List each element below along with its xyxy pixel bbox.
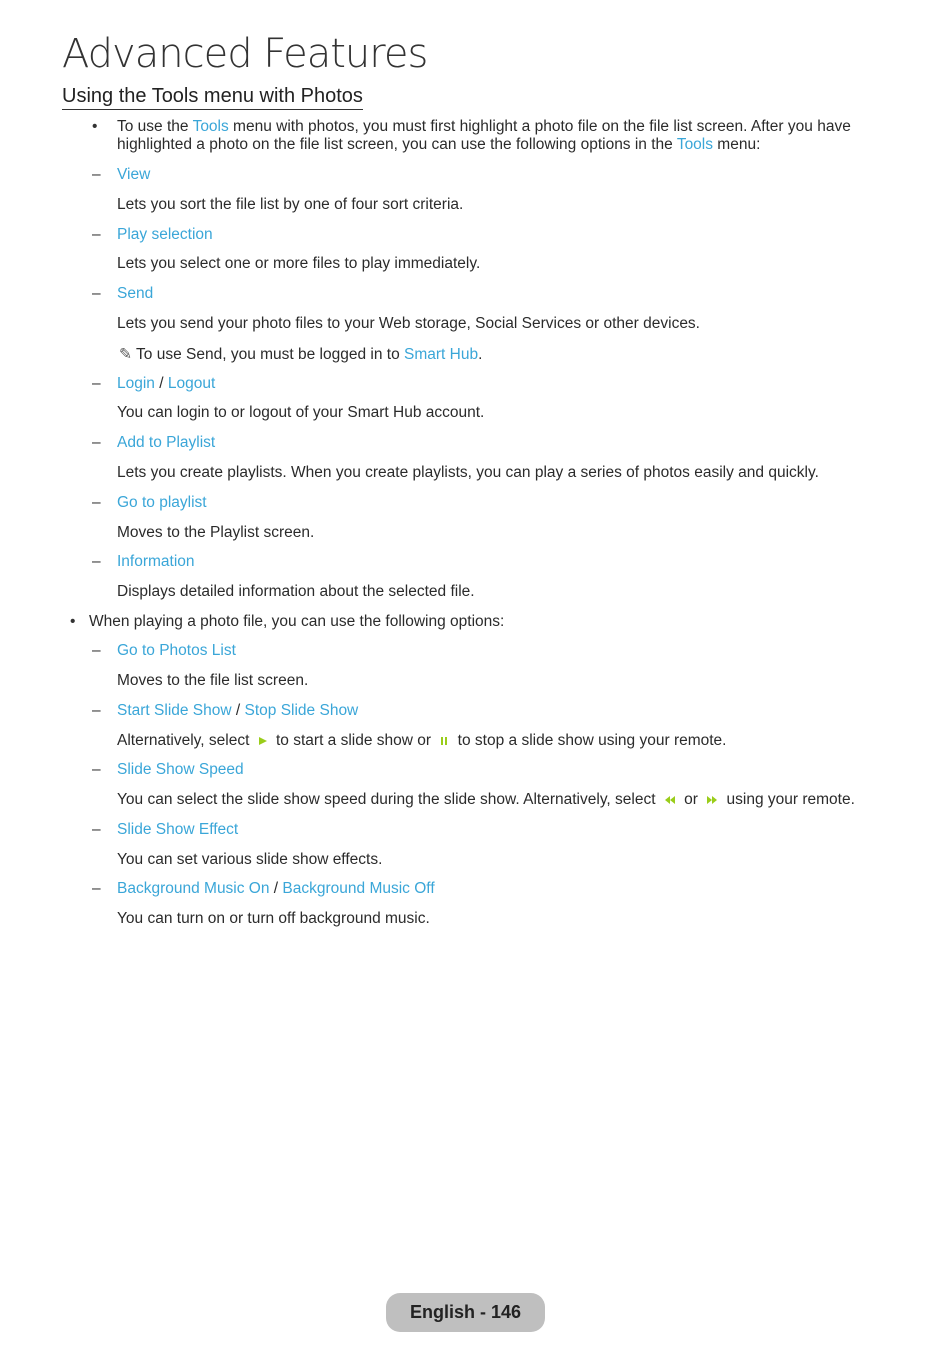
option-login-desc: You can login to or logout of your Smart Hub account. <box>117 404 485 421</box>
option-slide-show-speed-desc <box>117 790 855 810</box>
separator: / <box>231 702 245 719</box>
intro-line-1 <box>117 117 851 137</box>
intro-text: menu with photos, you must first highlight a photo file on the file list screen. After you have <box>228 118 851 135</box>
note-text: . <box>478 346 483 363</box>
separator: / <box>269 880 283 897</box>
option-go-to-playlist-desc: Moves to the Playlist screen. <box>117 524 315 541</box>
note-text: To use Send, you must be logged in to <box>136 346 405 363</box>
option-add-to-playlist[interactable]: Add to Playlist <box>117 434 216 451</box>
desc-text: Alternatively, select <box>117 732 254 749</box>
option-go-to-photos-list[interactable]: Go to Photos List <box>117 642 236 659</box>
bullet-marker: • <box>92 118 98 135</box>
option-slide-show-desc <box>117 731 727 751</box>
tools-link[interactable]: Tools <box>192 118 229 135</box>
bullet-marker: • <box>70 613 76 630</box>
tools-link[interactable]: Tools <box>676 136 713 153</box>
pencil-note-icon: ✎ <box>119 345 132 363</box>
fast-forward-icon <box>706 795 718 805</box>
option-background-music-desc: You can turn on or turn off background music. <box>117 910 430 927</box>
option-logout[interactable]: Logout <box>167 375 216 392</box>
option-send-desc: Lets you send your photo files to your Web storage, Social Services or other devices. <box>117 315 700 332</box>
dash-marker: – <box>92 226 101 243</box>
play-icon <box>258 736 268 746</box>
dash-marker: – <box>92 702 101 719</box>
smart-hub-link[interactable]: Smart Hub <box>404 346 479 363</box>
page-number-badge: English - 146 <box>386 1293 545 1332</box>
dash-marker: – <box>92 166 101 183</box>
option-login[interactable]: Login <box>117 375 155 392</box>
option-information-desc: Displays detailed information about the selected file. <box>117 583 475 600</box>
option-information[interactable]: Information <box>117 553 195 570</box>
desc-text: to start a slide show or <box>271 732 436 749</box>
dash-marker: – <box>92 880 101 897</box>
option-background-music-off[interactable]: Background Music Off <box>282 880 435 897</box>
option-background-music-on[interactable]: Background Music On <box>117 880 270 897</box>
option-play-selection-desc: Lets you select one or more files to play immediately. <box>117 255 481 272</box>
option-slide-show <box>117 701 358 721</box>
option-background-music <box>117 879 435 899</box>
option-login-logout <box>117 374 215 394</box>
intro-text: menu: <box>713 136 761 153</box>
dash-marker: – <box>92 553 101 570</box>
rewind-icon <box>664 795 676 805</box>
pause-icon <box>439 736 449 746</box>
option-start-slide-show[interactable]: Start Slide Show <box>117 702 232 719</box>
intro-text: highlighted a photo on the file list screen, you can use the following options in the <box>117 136 677 153</box>
intro-line-2 <box>117 135 760 155</box>
dash-marker: – <box>92 434 101 451</box>
intro-text: To use the <box>117 118 193 135</box>
option-slide-show-effect-desc: You can set various slide show effects. <box>117 851 383 868</box>
option-view[interactable]: View <box>117 166 151 183</box>
separator: / <box>154 375 168 392</box>
option-slide-show-effect[interactable]: Slide Show Effect <box>117 821 239 838</box>
desc-text: using your remote. <box>722 791 855 808</box>
dash-marker: – <box>92 642 101 659</box>
option-send[interactable]: Send <box>117 285 154 302</box>
section-heading: Using the Tools menu with Photos <box>62 84 363 110</box>
option-add-to-playlist-desc: Lets you create playlists. When you create playlists, you can play a series of photos easily and quickly. <box>117 464 819 481</box>
dash-marker: – <box>92 494 101 511</box>
send-note <box>119 344 482 365</box>
dash-marker: – <box>92 761 101 778</box>
option-go-to-photos-list-desc: Moves to the file list screen. <box>117 672 309 689</box>
page-title: Advanced Features <box>62 31 428 77</box>
dash-marker: – <box>92 821 101 838</box>
option-go-to-playlist[interactable]: Go to playlist <box>117 494 207 511</box>
playing-intro: When playing a photo file, you can use the following options: <box>89 613 505 630</box>
option-play-selection[interactable]: Play selection <box>117 226 213 243</box>
dash-marker: – <box>92 375 101 392</box>
desc-text: to stop a slide show using your remote. <box>453 732 727 749</box>
option-stop-slide-show[interactable]: Stop Slide Show <box>244 702 359 719</box>
option-slide-show-speed[interactable]: Slide Show Speed <box>117 761 244 778</box>
dash-marker: – <box>92 285 101 302</box>
option-view-desc: Lets you sort the file list by one of four sort criteria. <box>117 196 464 213</box>
desc-text: or <box>679 791 703 808</box>
desc-text: You can select the slide show speed during the slide show. Alternatively, select <box>117 791 660 808</box>
